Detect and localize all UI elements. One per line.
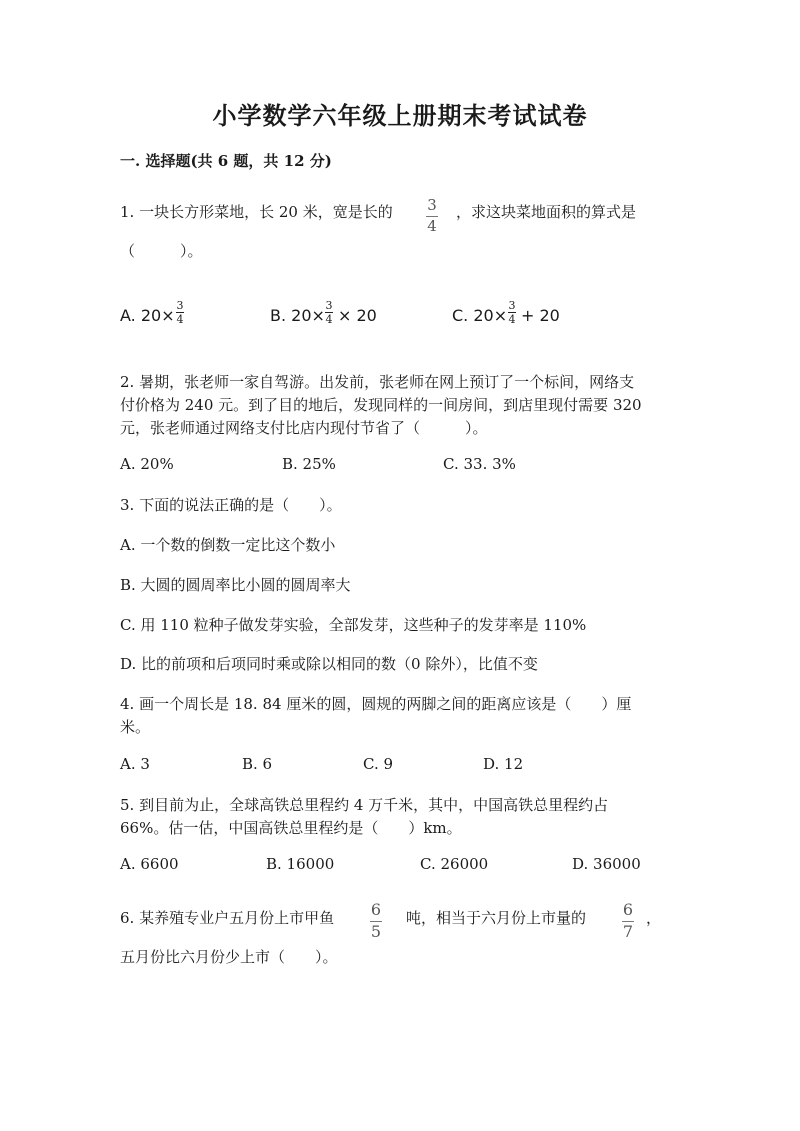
q2-option-a: A. 20% [120, 455, 174, 473]
section-heading: 一. 选择题(共 6 题，共 12 分) [120, 152, 332, 170]
q6-fraction-1-numerator: 6 [370, 900, 382, 919]
q2-line-2: 付价格为 240 元。到了目的地后，发现同样的一间房间，到店里现付需要 320 [120, 396, 642, 414]
q6-comma: ， [646, 909, 662, 927]
q1-option-c-den: 4 [508, 313, 516, 326]
q1-option-c-prefix: C. 20× [452, 306, 508, 325]
q1-option-a-den: 4 [176, 313, 184, 326]
q1-line-2: （ ）。 [120, 242, 203, 260]
q1-option-c-fraction [508, 300, 516, 325]
q3-text: 3. 下面的说法正确的是（ ）。 [120, 496, 342, 514]
q5-option-d: D. 36000 [572, 855, 641, 873]
q2-option-b: B. 25% [282, 455, 336, 473]
q1-option-c-suffix: + 20 [521, 306, 560, 325]
q6-fraction-1-denominator: 5 [370, 922, 382, 941]
q1-fraction-numerator: 3 [427, 196, 437, 214]
q1-option-a [120, 306, 175, 325]
q1-option-a-fraction [176, 300, 184, 325]
q5-line-2: 66%。估一估，中国高铁总里程约是（ ）km。 [120, 819, 462, 837]
q4-option-b: B. 6 [242, 755, 273, 773]
q4-line-1: 4. 画一个周长是 18. 84 厘米的圆，圆规的两脚之间的距离应该是（ ）厘 [120, 695, 632, 713]
q3-option-d: D. 比的前项和后项同时乘或除以相同的数（0 除外），比值不变 [120, 655, 538, 673]
q4-option-a: A. 3 [120, 755, 150, 773]
q5-option-c: C. 26000 [420, 855, 489, 873]
page-title: 小学数学六年级上册期末考试试卷 [212, 101, 588, 130]
q1-option-b-fraction [325, 300, 333, 325]
q4-option-d: D. 12 [483, 755, 524, 773]
q1-option-a-num: 3 [176, 299, 184, 312]
q5-option-a: A. 6600 [120, 855, 179, 873]
q4-line-2: 米。 [120, 718, 151, 736]
q1-option-c-num: 3 [508, 299, 516, 312]
q6-fraction-1 [370, 902, 382, 940]
q1-option-b-den: 4 [325, 313, 333, 326]
q1-option-a-prefix: A. 20× [120, 306, 175, 325]
q2-option-c: C. 33. 3% [443, 455, 516, 473]
q1-option-b [270, 306, 325, 325]
q6-fraction-2 [622, 902, 634, 940]
q1-option-c [452, 306, 507, 325]
q6-text-before: 6. 某养殖专业户五月份上市甲鱼 [120, 909, 335, 927]
q2-line-3: 元，张老师通过网络支付比店内现付节省了（ ）。 [120, 419, 488, 437]
q5-option-b: B. 16000 [266, 855, 335, 873]
q3-option-c: C. 用 110 粒种子做发芽实验，全部发芽，这些种子的发芽率是 110% [120, 616, 587, 634]
q6-fraction-2-numerator: 6 [622, 900, 634, 919]
q3-option-a: A. 一个数的倒数一定比这个数小 [120, 536, 336, 554]
q3-option-b: B. 大圆的圆周率比小圆的圆周率大 [120, 576, 351, 594]
q2-line-1: 2. 暑期，张老师一家自驾游。出发前，张老师在网上预订了一个标间，网络支 [120, 373, 635, 391]
q6-line-2: 五月份比六月份少上市（ ）。 [120, 948, 338, 966]
q1-text-before: 1. 一块长方形菜地，长 20 米，宽是长的 [120, 203, 393, 221]
q1-text-after: ，求这块菜地面积的算式是 [456, 203, 637, 221]
q6-text-mid: 吨，相当于六月份上市量的 [406, 909, 587, 927]
q5-line-1: 5. 到目前为止，全球高铁总里程约 4 万千米，其中，中国高铁总里程约占 [120, 796, 609, 814]
q1-fraction [426, 198, 438, 234]
q1-fraction-denominator: 4 [427, 217, 437, 235]
q1-option-b-num: 3 [325, 299, 333, 312]
q1-option-b-suffix: × 20 [338, 306, 377, 325]
q1-option-b-prefix: B. 20× [270, 306, 325, 325]
q6-fraction-2-denominator: 7 [622, 922, 634, 941]
q4-option-c: C. 9 [363, 755, 394, 773]
